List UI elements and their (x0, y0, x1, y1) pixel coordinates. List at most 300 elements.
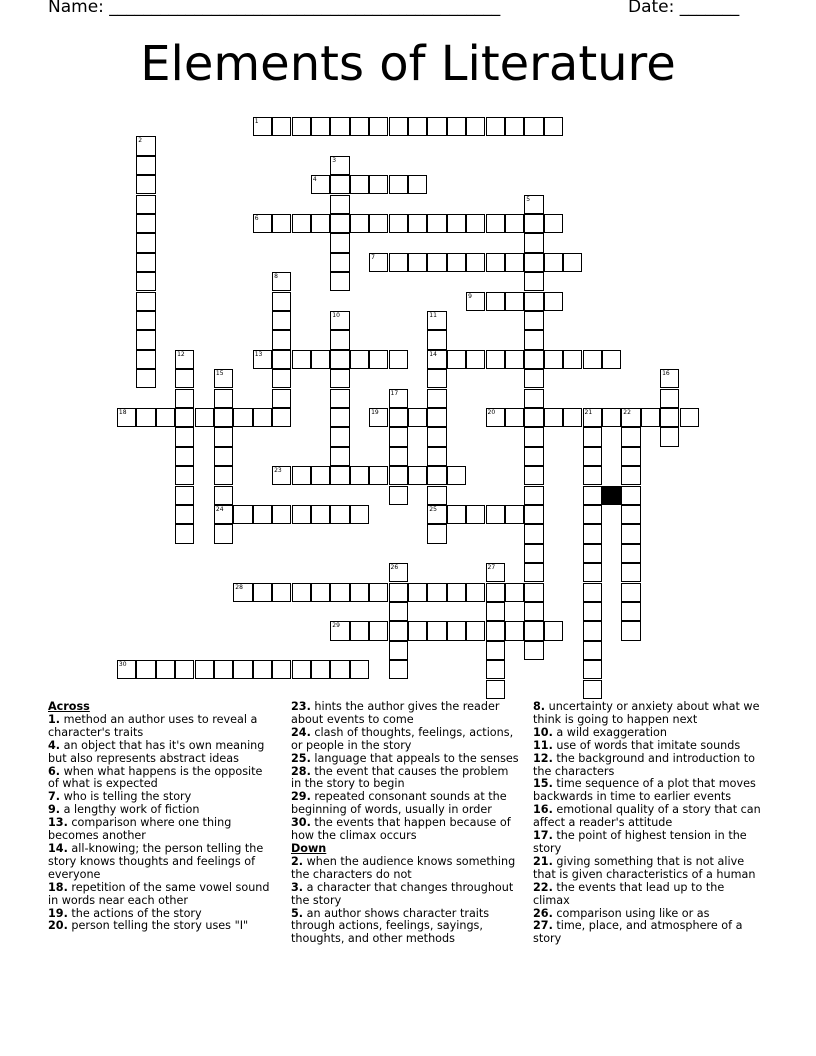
grid-cell[interactable] (466, 214, 485, 233)
grid-cell[interactable] (136, 233, 155, 252)
grid-cell[interactable] (292, 117, 311, 136)
grid-cell[interactable] (389, 621, 408, 640)
grid-cell[interactable] (583, 641, 602, 660)
grid-cell[interactable] (447, 583, 466, 602)
grid-cell[interactable] (621, 408, 640, 427)
grid-cell[interactable] (583, 563, 602, 582)
clue-item (48, 740, 276, 766)
grid-cell[interactable] (389, 563, 408, 582)
grid-cell[interactable] (350, 175, 369, 194)
grid-cell[interactable] (447, 621, 466, 640)
grid-cell[interactable] (272, 350, 291, 369)
grid-cell[interactable] (524, 253, 543, 272)
grid-cell[interactable] (389, 447, 408, 466)
grid-cell[interactable] (369, 350, 388, 369)
clue-item-text: a lengthy work of fiction (60, 803, 200, 817)
grid-cell[interactable] (544, 621, 563, 640)
grid-cell[interactable] (524, 408, 543, 427)
grid-cell[interactable] (311, 175, 330, 194)
grid-cell[interactable] (292, 350, 311, 369)
grid-cell[interactable] (505, 505, 524, 524)
grid-cell[interactable] (330, 117, 349, 136)
grid-cell[interactable] (136, 156, 155, 175)
clue-number: 12 (177, 350, 185, 358)
grid-cell[interactable] (175, 389, 194, 408)
grid-cell[interactable] (524, 233, 543, 252)
grid-cell[interactable] (524, 389, 543, 408)
grid-cell[interactable] (408, 408, 427, 427)
clue-item-text: repetition of the same vowel sound in words near each other (48, 880, 270, 907)
grid-cell[interactable] (583, 486, 602, 505)
grid-cell[interactable] (350, 660, 369, 679)
grid-cell[interactable] (253, 583, 272, 602)
grid-cell[interactable] (524, 195, 543, 214)
grid-cell[interactable] (602, 408, 621, 427)
grid-cell[interactable] (156, 660, 175, 679)
grid-cell[interactable] (311, 466, 330, 485)
grid-cell[interactable] (311, 214, 330, 233)
grid-cell[interactable] (272, 214, 291, 233)
grid-cell[interactable] (330, 505, 349, 524)
grid-cell[interactable] (233, 505, 252, 524)
clue-item-number: 6. (48, 764, 61, 778)
grid-cell[interactable] (214, 427, 233, 446)
grid-cell[interactable] (486, 621, 505, 640)
grid-cell[interactable] (175, 486, 194, 505)
grid-cell[interactable] (272, 330, 291, 349)
grid-cell[interactable] (272, 408, 291, 427)
grid-cell[interactable] (330, 389, 349, 408)
grid-cell[interactable] (292, 214, 311, 233)
grid-cell[interactable] (330, 175, 349, 194)
grid-cell[interactable] (175, 350, 194, 369)
grid-cell[interactable] (136, 214, 155, 233)
grid-cell[interactable] (524, 272, 543, 291)
grid-cell[interactable] (544, 117, 563, 136)
grid-cell[interactable] (389, 602, 408, 621)
grid-cell[interactable] (505, 583, 524, 602)
grid-cell[interactable] (524, 447, 543, 466)
grid-cell[interactable] (272, 660, 291, 679)
grid-cell[interactable] (369, 621, 388, 640)
grid-cell[interactable] (447, 505, 466, 524)
grid-cell[interactable] (427, 330, 446, 349)
grid-cell[interactable] (272, 311, 291, 330)
grid-cell[interactable] (486, 583, 505, 602)
grid-cell[interactable] (350, 350, 369, 369)
grid-cell[interactable] (292, 505, 311, 524)
grid-cell[interactable] (408, 214, 427, 233)
grid-cell[interactable] (330, 350, 349, 369)
grid-cell[interactable] (544, 292, 563, 311)
clue-item-text: method an author uses to reveal a character's traits (48, 712, 258, 739)
grid-cell[interactable] (466, 253, 485, 272)
grid-cell[interactable] (466, 117, 485, 136)
grid-cell[interactable] (563, 350, 582, 369)
grid-cell[interactable] (330, 427, 349, 446)
grid-cell[interactable] (524, 292, 543, 311)
grid-cell[interactable] (486, 408, 505, 427)
grid-cell[interactable] (330, 195, 349, 214)
grid-cell[interactable] (621, 466, 640, 485)
grid-cell[interactable] (389, 350, 408, 369)
grid-cell[interactable] (350, 621, 369, 640)
grid-cell[interactable] (272, 389, 291, 408)
grid-cell[interactable] (524, 330, 543, 349)
grid-cell[interactable] (486, 292, 505, 311)
grid-cell[interactable] (272, 505, 291, 524)
grid-cell[interactable] (505, 253, 524, 272)
grid-cell[interactable] (214, 369, 233, 388)
grid-cell[interactable] (447, 253, 466, 272)
grid-cell[interactable] (330, 408, 349, 427)
grid-cell[interactable] (621, 563, 640, 582)
grid-cell[interactable] (136, 292, 155, 311)
grid-cell[interactable] (524, 602, 543, 621)
grid-cell[interactable] (544, 214, 563, 233)
grid-cell[interactable] (117, 660, 136, 679)
grid-cell[interactable] (389, 214, 408, 233)
down-clue-list-continued (533, 701, 761, 946)
grid-cell[interactable] (524, 544, 543, 563)
grid-cell[interactable] (524, 621, 543, 640)
grid-cell[interactable] (233, 660, 252, 679)
grid-cell[interactable] (583, 583, 602, 602)
date-field[interactable]: Date: _______ (628, 0, 740, 17)
grid-cell[interactable] (505, 621, 524, 640)
grid-cell[interactable] (583, 544, 602, 563)
grid-cell[interactable] (214, 389, 233, 408)
grid-cell[interactable] (253, 408, 272, 427)
clue-item-number: 29. (291, 790, 311, 804)
grid-cell[interactable] (253, 505, 272, 524)
grid-cell[interactable] (136, 660, 155, 679)
grid-cell[interactable] (175, 524, 194, 543)
grid-cell[interactable] (486, 505, 505, 524)
grid-cell[interactable] (136, 136, 155, 155)
grid-cell[interactable] (583, 621, 602, 640)
grid-cell[interactable] (486, 602, 505, 621)
clue-item (533, 856, 761, 882)
grid-cell[interactable] (427, 583, 446, 602)
grid-cell[interactable] (330, 621, 349, 640)
grid-cell[interactable] (621, 621, 640, 640)
grid-cell[interactable] (214, 660, 233, 679)
grid-cell[interactable] (660, 389, 679, 408)
grid-cell[interactable] (621, 447, 640, 466)
grid-cell[interactable] (505, 350, 524, 369)
grid-cell[interactable] (136, 272, 155, 291)
grid-cell[interactable] (427, 466, 446, 485)
grid-cell[interactable] (583, 408, 602, 427)
grid-cell[interactable] (330, 272, 349, 291)
grid-cell[interactable] (466, 583, 485, 602)
grid-cell[interactable] (505, 292, 524, 311)
grid-cell[interactable] (486, 641, 505, 660)
grid-cell[interactable] (350, 214, 369, 233)
grid-cell[interactable] (389, 117, 408, 136)
grid-cell[interactable] (214, 486, 233, 505)
grid-cell[interactable] (583, 350, 602, 369)
grid-cell[interactable] (583, 427, 602, 446)
grid-cell[interactable] (136, 408, 155, 427)
grid-cell[interactable] (408, 621, 427, 640)
grid-cell[interactable] (350, 466, 369, 485)
clue-item-number: 13. (48, 816, 68, 830)
grid-cell[interactable] (621, 583, 640, 602)
grid-cell[interactable] (136, 253, 155, 272)
grid-cell[interactable] (524, 369, 543, 388)
grid-cell[interactable] (369, 466, 388, 485)
grid-cell[interactable] (583, 524, 602, 543)
grid-cell[interactable] (447, 117, 466, 136)
grid-cell[interactable] (272, 117, 291, 136)
grid-cell[interactable] (292, 660, 311, 679)
grid-cell[interactable] (330, 233, 349, 252)
grid-cell[interactable] (505, 214, 524, 233)
grid-cell[interactable] (486, 350, 505, 369)
clue-item (533, 753, 761, 779)
grid-cell[interactable] (466, 292, 485, 311)
grid-cell[interactable] (389, 466, 408, 485)
grid-cell[interactable] (524, 311, 543, 330)
clue-item (291, 701, 519, 727)
grid-cell[interactable] (136, 330, 155, 349)
grid-cell[interactable] (136, 369, 155, 388)
clue-item-number: 17. (533, 829, 553, 843)
grid-cell[interactable] (505, 408, 524, 427)
grid-cell[interactable] (233, 408, 252, 427)
grid-cell[interactable] (427, 447, 446, 466)
grid-cell[interactable] (311, 583, 330, 602)
grid-cell[interactable] (427, 253, 446, 272)
clue-number: 21 (584, 408, 593, 416)
grid-cell[interactable] (524, 583, 543, 602)
grid-cell[interactable] (524, 641, 543, 660)
grid-cell[interactable] (369, 175, 388, 194)
grid-cell[interactable] (427, 621, 446, 640)
grid-cell[interactable] (621, 486, 640, 505)
grid-cell[interactable] (330, 466, 349, 485)
grid-cell[interactable] (486, 563, 505, 582)
grid-cell[interactable] (389, 660, 408, 679)
grid-cell[interactable] (427, 486, 446, 505)
grid-cell[interactable] (389, 389, 408, 408)
grid-cell[interactable] (621, 524, 640, 543)
grid-cell[interactable] (214, 466, 233, 485)
grid-cell[interactable] (389, 486, 408, 505)
grid-cell[interactable] (583, 680, 602, 699)
grid-cell[interactable] (330, 660, 349, 679)
grid-cell[interactable] (253, 660, 272, 679)
grid-cell[interactable] (427, 505, 446, 524)
clue-item-text: time, place, and atmosphere of a story (533, 919, 743, 946)
name-field[interactable]: Name: ______________________________________________ (48, 0, 501, 17)
clue-number: 6 (254, 214, 259, 222)
grid-cell[interactable] (660, 408, 679, 427)
grid-cell[interactable] (369, 253, 388, 272)
grid-cell[interactable] (427, 408, 446, 427)
grid-cell[interactable] (544, 350, 563, 369)
grid-cell[interactable] (583, 660, 602, 679)
grid-cell[interactable] (369, 408, 388, 427)
grid-cell[interactable] (272, 369, 291, 388)
grid-cell[interactable] (330, 447, 349, 466)
grid-cell[interactable] (175, 369, 194, 388)
grid-cell[interactable] (350, 505, 369, 524)
grid-cell[interactable] (447, 214, 466, 233)
grid-cell[interactable] (583, 466, 602, 485)
grid-cell[interactable] (233, 583, 252, 602)
grid-cell[interactable] (427, 350, 446, 369)
grid-cell[interactable] (330, 311, 349, 330)
grid-cell[interactable] (524, 214, 543, 233)
grid-cell[interactable] (175, 427, 194, 446)
grid-cell[interactable] (292, 466, 311, 485)
grid-cell[interactable] (330, 583, 349, 602)
grid-cell[interactable] (524, 563, 543, 582)
grid-cell[interactable] (253, 117, 272, 136)
grid-cell[interactable] (195, 660, 214, 679)
grid-cell[interactable] (427, 214, 446, 233)
grid-cell[interactable] (311, 117, 330, 136)
grid-cell[interactable] (117, 408, 136, 427)
grid-cell[interactable] (408, 583, 427, 602)
grid-cell[interactable] (408, 117, 427, 136)
grid-cell[interactable] (563, 408, 582, 427)
grid-cell[interactable] (447, 350, 466, 369)
grid-cell[interactable] (214, 524, 233, 543)
grid-cell[interactable] (272, 272, 291, 291)
grid-cell[interactable] (311, 660, 330, 679)
grid-cell[interactable] (330, 369, 349, 388)
grid-cell[interactable] (427, 427, 446, 446)
grid-cell[interactable] (524, 427, 543, 446)
grid-cell[interactable] (369, 583, 388, 602)
grid-cell[interactable] (195, 408, 214, 427)
grid-cell[interactable] (524, 524, 543, 543)
grid-cell[interactable] (466, 621, 485, 640)
grid-cell[interactable] (660, 369, 679, 388)
grid-cell[interactable] (175, 447, 194, 466)
grid-cell[interactable] (583, 602, 602, 621)
grid-cell[interactable] (389, 175, 408, 194)
grid-cell[interactable] (136, 175, 155, 194)
grid-cell[interactable] (408, 253, 427, 272)
grid-cell[interactable] (156, 408, 175, 427)
grid-cell[interactable] (389, 583, 408, 602)
clues-column-1 (48, 701, 276, 933)
grid-cell[interactable] (136, 311, 155, 330)
grid-cell[interactable] (660, 427, 679, 446)
grid-cell[interactable] (680, 408, 699, 427)
grid-cell[interactable] (330, 330, 349, 349)
grid-cell[interactable] (427, 369, 446, 388)
grid-cell[interactable] (427, 311, 446, 330)
grid-cell[interactable] (583, 447, 602, 466)
grid-cell[interactable] (136, 195, 155, 214)
grid-cell[interactable] (427, 389, 446, 408)
grid-cell[interactable] (292, 583, 311, 602)
grid-cell[interactable] (447, 466, 466, 485)
grid-cell[interactable] (214, 505, 233, 524)
clue-number: 29 (332, 622, 340, 630)
grid-cell[interactable] (486, 660, 505, 679)
grid-cell[interactable] (175, 505, 194, 524)
grid-cell[interactable] (621, 427, 640, 446)
grid-cell[interactable] (175, 466, 194, 485)
grid-cell[interactable] (427, 524, 446, 543)
grid-cell[interactable] (621, 602, 640, 621)
grid-cell[interactable] (330, 156, 349, 175)
grid-cell[interactable] (486, 253, 505, 272)
grid-cell[interactable] (175, 408, 194, 427)
clue-item-text: the actions of the story (67, 906, 202, 920)
grid-cell[interactable] (369, 214, 388, 233)
grid-cell[interactable] (408, 466, 427, 485)
clue-item (533, 778, 761, 804)
grid-cell[interactable] (369, 117, 388, 136)
grid-cell[interactable] (330, 214, 349, 233)
clue-number: 14 (429, 350, 437, 358)
grid-cell[interactable] (311, 505, 330, 524)
grid-cell[interactable] (563, 253, 582, 272)
grid-cell[interactable] (214, 408, 233, 427)
grid-cell[interactable] (253, 214, 272, 233)
grid-cell[interactable] (330, 253, 349, 272)
grid-cell[interactable] (524, 466, 543, 485)
clue-item-number: 30. (291, 816, 311, 830)
grid-cell[interactable] (602, 350, 621, 369)
grid-cell[interactable] (544, 408, 563, 427)
grid-cell[interactable] (214, 447, 233, 466)
grid-cell[interactable] (175, 660, 194, 679)
grid-cell[interactable] (272, 466, 291, 485)
grid-cell[interactable] (486, 214, 505, 233)
grid-cell[interactable] (389, 641, 408, 660)
grid-cell[interactable] (583, 505, 602, 524)
grid-cell[interactable] (272, 583, 291, 602)
grid-cell[interactable] (311, 350, 330, 369)
grid-cell[interactable] (427, 117, 446, 136)
grid-cell[interactable] (524, 486, 543, 505)
clue-item-number: 28. (291, 764, 311, 778)
grid-cell[interactable] (466, 505, 485, 524)
grid-cell[interactable] (486, 680, 505, 699)
grid-cell[interactable] (389, 427, 408, 446)
clue-item-number: 1. (48, 712, 61, 726)
grid-cell[interactable] (408, 175, 427, 194)
grid-cell[interactable] (350, 583, 369, 602)
grid-cell[interactable] (621, 505, 640, 524)
clue-item-number: 14. (48, 841, 68, 855)
grid-cell[interactable] (253, 350, 272, 369)
grid-cell[interactable] (389, 253, 408, 272)
grid-cell[interactable] (466, 350, 485, 369)
grid-cell[interactable] (486, 117, 505, 136)
grid-cell[interactable] (350, 117, 369, 136)
grid-cell[interactable] (505, 117, 524, 136)
grid-cell[interactable] (544, 253, 563, 272)
grid-cell[interactable] (524, 117, 543, 136)
grid-cell[interactable] (524, 505, 543, 524)
grid-cell[interactable] (621, 544, 640, 563)
grid-cell[interactable] (389, 408, 408, 427)
grid-cell[interactable] (272, 292, 291, 311)
grid-cell[interactable] (136, 350, 155, 369)
grid-cell[interactable] (641, 408, 660, 427)
grid-cell[interactable] (524, 350, 543, 369)
